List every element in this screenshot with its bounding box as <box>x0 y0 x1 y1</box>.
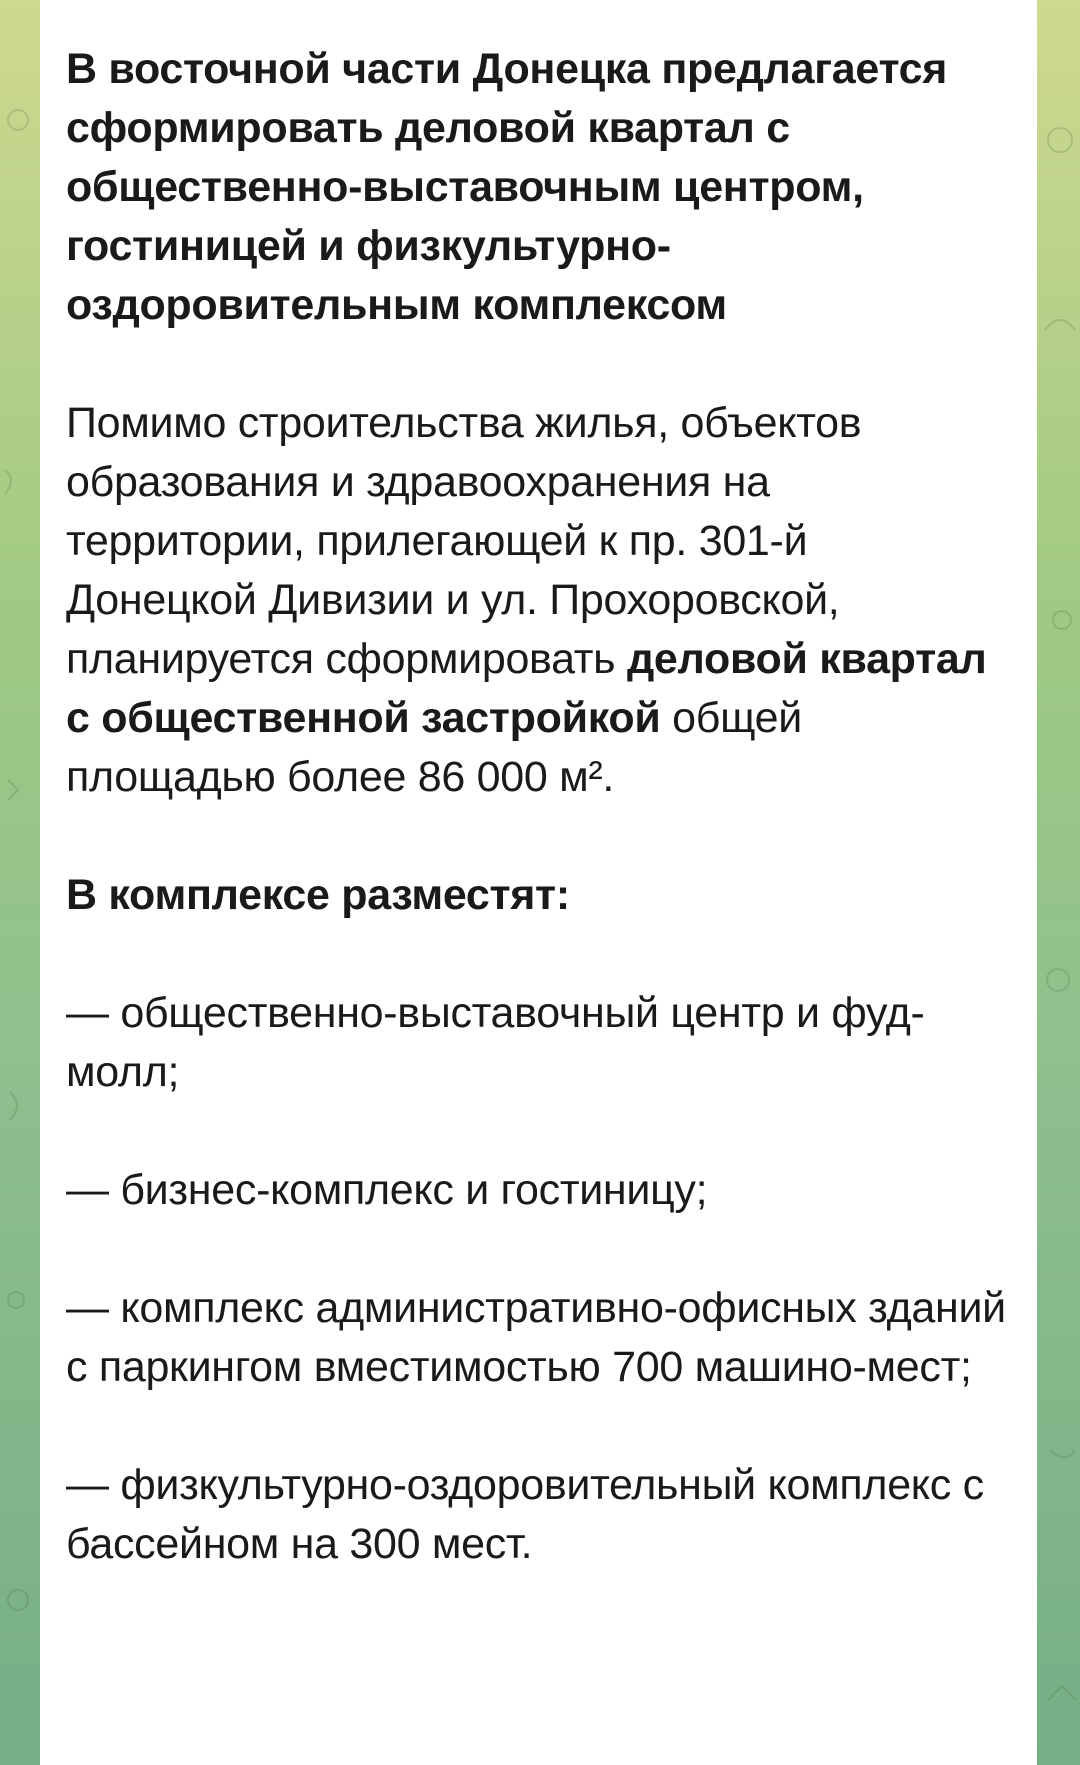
message-headline: В восточной части Донецка предлагается сформировать деловой квартал с общественно-выставочным центром, гостиницей и физкультурно-оздоровительным комплексом <box>66 45 948 329</box>
message-bubble[interactable] <box>40 0 1037 1765</box>
list-heading: В комплексе разместят: <box>66 871 570 919</box>
message-paragraph <box>66 394 1007 807</box>
list-item: — комплекс административно-офисных зданий с паркингом вместимостью 700 машино-мест; <box>66 1284 1006 1391</box>
paragraph-text-start: Помимо строительства жилья, объектов образования и здравоохранения на территории, прилегающей к пр. 301-й Донецкой Дивизии и ул. Прохоровской, планируется сформировать <box>66 399 862 683</box>
list-item: — общественно-выставочный центр и фуд-молл; <box>66 989 925 1096</box>
list-item: — физкультурно-оздоровительный комплекс с бассейном на 300 мест. <box>66 1461 984 1568</box>
paragraph-text-end: общей площадью более 86 000 м². <box>66 694 803 801</box>
list-item: — бизнес-комплекс и гостиницу; <box>66 1166 708 1214</box>
message-text <box>66 40 1007 1574</box>
paragraph-bold-text: деловой квартал с общественной застройкой <box>66 635 987 742</box>
